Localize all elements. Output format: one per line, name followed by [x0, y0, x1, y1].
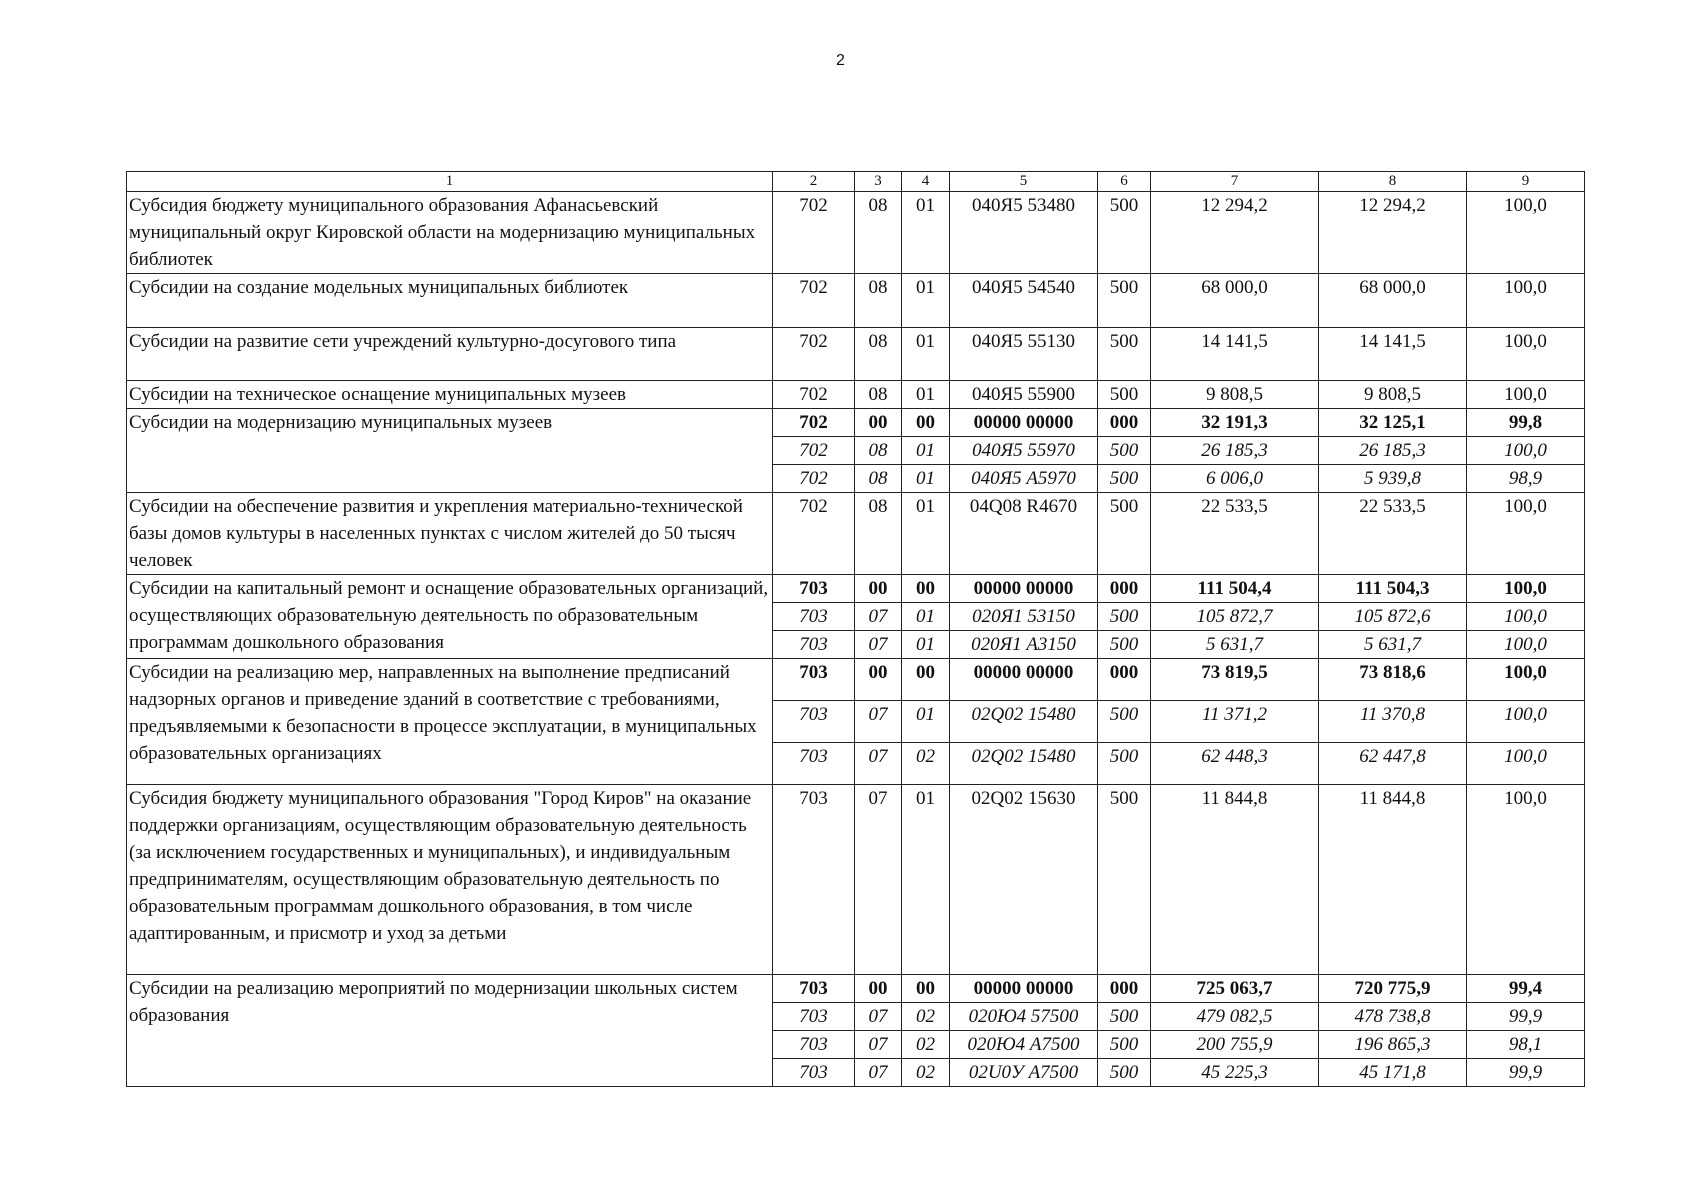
cell-actual: 26 185,3: [1319, 437, 1467, 465]
cell-section: 07: [855, 1003, 902, 1031]
cell-target-item: 040Я5 54540: [950, 274, 1098, 328]
cell-description: Субсидии на реализацию мер, направленных на выполнение предписаний надзорных органов и приведение зданий в соответствие с требованиями, предъявляемыми к безопасности в процессе эксплуатации, в муниципальных образовательных организациях: [127, 659, 773, 785]
cell-subsection-code: 01: [902, 192, 950, 274]
cell-target-item: 00000 00000: [950, 409, 1098, 437]
cell-expense-type: 500: [1098, 381, 1151, 409]
cell-plan: 11 844,8: [1151, 785, 1319, 975]
table-row: [127, 192, 1585, 274]
table-row: [127, 381, 1585, 409]
cell-description: Субсидии на реализацию мероприятий по модернизации школьных систем образования: [127, 975, 773, 1087]
cell-target-item: 02Q02 15480: [950, 701, 1098, 743]
cell-plan: 68 000,0: [1151, 274, 1319, 328]
cell-subsection: 703: [773, 1059, 855, 1087]
cell-description: Субсидии на обеспечение развития и укрепления материально-технической базы домов культуры в населенных пунктах с числом жителей до 50 тысяч человек: [127, 493, 773, 575]
cell-expense-type: 500: [1098, 465, 1151, 493]
cell-subsection: 702: [773, 465, 855, 493]
cell-actual: 12 294,2: [1319, 192, 1467, 274]
cell-subsection: 703: [773, 603, 855, 631]
table-row: [127, 659, 1585, 701]
cell-subsection: 703: [773, 785, 855, 975]
cell-actual: 11 844,8: [1319, 785, 1467, 975]
cell-target-item: 04Q08 R4670: [950, 493, 1098, 575]
cell-expense-type: 500: [1098, 493, 1151, 575]
cell-percent: 100,0: [1467, 192, 1585, 274]
cell-plan: 11 371,2: [1151, 701, 1319, 743]
cell-target-item: 00000 00000: [950, 659, 1098, 701]
cell-subsection: 702: [773, 381, 855, 409]
cell-plan: 62 448,3: [1151, 743, 1319, 785]
cell-plan: 6 006,0: [1151, 465, 1319, 493]
header-cell-col9: 9: [1467, 172, 1585, 192]
cell-percent: 100,0: [1467, 743, 1585, 785]
cell-plan: 45 225,3: [1151, 1059, 1319, 1087]
table-row: [127, 328, 1585, 381]
cell-target-item: 02U0У А7500: [950, 1059, 1098, 1087]
cell-expense-type: 500: [1098, 603, 1151, 631]
cell-target-item: 040Я5 55970: [950, 437, 1098, 465]
cell-subsection: 703: [773, 659, 855, 701]
cell-section: 08: [855, 493, 902, 575]
cell-subsection: 703: [773, 1003, 855, 1031]
table-row: [127, 493, 1585, 575]
cell-section: 08: [855, 192, 902, 274]
cell-expense-type: 000: [1098, 409, 1151, 437]
header-cell-col7: 7: [1151, 172, 1319, 192]
header-cell-col8: 8: [1319, 172, 1467, 192]
cell-target-item: 00000 00000: [950, 975, 1098, 1003]
cell-target-item: 020Ю4 57500: [950, 1003, 1098, 1031]
cell-subsection: 703: [773, 575, 855, 603]
cell-percent: 100,0: [1467, 603, 1585, 631]
cell-subsection-code: 00: [902, 659, 950, 701]
cell-actual: 105 872,6: [1319, 603, 1467, 631]
cell-expense-type: 000: [1098, 659, 1151, 701]
cell-target-item: 040Я5 А5970: [950, 465, 1098, 493]
cell-subsection-code: 01: [902, 603, 950, 631]
header-cell-col2: 2: [773, 172, 855, 192]
cell-actual: 73 818,6: [1319, 659, 1467, 701]
cell-target-item: 02Q02 15480: [950, 743, 1098, 785]
cell-percent: 98,9: [1467, 465, 1585, 493]
cell-section: 00: [855, 659, 902, 701]
cell-target-item: 02Q02 15630: [950, 785, 1098, 975]
cell-target-item: 020Ю4 А7500: [950, 1031, 1098, 1059]
cell-expense-type: 000: [1098, 575, 1151, 603]
cell-section: 08: [855, 465, 902, 493]
table-body: [127, 172, 1585, 1087]
cell-subsection: 702: [773, 192, 855, 274]
cell-section: 07: [855, 785, 902, 975]
cell-subsection: 702: [773, 274, 855, 328]
cell-percent: 99,4: [1467, 975, 1585, 1003]
cell-section: 08: [855, 274, 902, 328]
cell-subsection-code: 01: [902, 493, 950, 575]
header-cell-col6: 6: [1098, 172, 1151, 192]
cell-subsection-code: 02: [902, 1059, 950, 1087]
cell-subsection: 702: [773, 409, 855, 437]
cell-actual: 5 631,7: [1319, 631, 1467, 659]
cell-actual: 720 775,9: [1319, 975, 1467, 1003]
cell-subsection: 702: [773, 437, 855, 465]
cell-section: 07: [855, 603, 902, 631]
cell-expense-type: 500: [1098, 274, 1151, 328]
cell-subsection: 703: [773, 631, 855, 659]
cell-actual: 5 939,8: [1319, 465, 1467, 493]
cell-percent: 100,0: [1467, 381, 1585, 409]
cell-plan: 5 631,7: [1151, 631, 1319, 659]
cell-percent: 99,9: [1467, 1003, 1585, 1031]
cell-plan: 105 872,7: [1151, 603, 1319, 631]
cell-target-item: 040Я5 55130: [950, 328, 1098, 381]
cell-subsection-code: 01: [902, 701, 950, 743]
cell-section: 07: [855, 631, 902, 659]
cell-subsection-code: 01: [902, 381, 950, 409]
cell-expense-type: 500: [1098, 192, 1151, 274]
cell-subsection: 703: [773, 975, 855, 1003]
cell-expense-type: 500: [1098, 437, 1151, 465]
cell-description: Субсидия бюджету муниципального образования Афанасьевский муниципальный округ Кировской области на модернизацию муниципальных библиотек: [127, 192, 773, 274]
cell-expense-type: 000: [1098, 975, 1151, 1003]
cell-target-item: 040Я5 55900: [950, 381, 1098, 409]
header-row: [127, 172, 1585, 192]
cell-subsection-code: 01: [902, 437, 950, 465]
header-cell-col5: 5: [950, 172, 1098, 192]
cell-section: 00: [855, 575, 902, 603]
cell-description: Субсидии на модернизацию муниципальных музеев: [127, 409, 773, 493]
cell-actual: 11 370,8: [1319, 701, 1467, 743]
cell-subsection-code: 01: [902, 785, 950, 975]
cell-plan: 26 185,3: [1151, 437, 1319, 465]
cell-subsection-code: 02: [902, 743, 950, 785]
cell-description: Субсидии на капитальный ремонт и оснащение образовательных организаций, осуществляющих образовательную деятельность по образовательным программам дошкольного образования: [127, 575, 773, 659]
cell-actual: 22 533,5: [1319, 493, 1467, 575]
cell-plan: 9 808,5: [1151, 381, 1319, 409]
cell-section: 07: [855, 701, 902, 743]
cell-target-item: 00000 00000: [950, 575, 1098, 603]
cell-subsection-code: 02: [902, 1031, 950, 1059]
cell-percent: 98,1: [1467, 1031, 1585, 1059]
header-cell-col1: 1: [127, 172, 773, 192]
cell-percent: 100,0: [1467, 631, 1585, 659]
cell-actual: 478 738,8: [1319, 1003, 1467, 1031]
cell-percent: 100,0: [1467, 575, 1585, 603]
cell-percent: 99,8: [1467, 409, 1585, 437]
cell-section: 00: [855, 409, 902, 437]
cell-section: 08: [855, 328, 902, 381]
cell-plan: 479 082,5: [1151, 1003, 1319, 1031]
cell-plan: 111 504,4: [1151, 575, 1319, 603]
cell-percent: 99,9: [1467, 1059, 1585, 1087]
cell-expense-type: 500: [1098, 328, 1151, 381]
cell-target-item: 020Я1 53150: [950, 603, 1098, 631]
cell-plan: 14 141,5: [1151, 328, 1319, 381]
cell-actual: 45 171,8: [1319, 1059, 1467, 1087]
cell-plan: 73 819,5: [1151, 659, 1319, 701]
cell-percent: 100,0: [1467, 659, 1585, 701]
table-row: [127, 409, 1585, 437]
cell-expense-type: 500: [1098, 743, 1151, 785]
cell-percent: 100,0: [1467, 701, 1585, 743]
cell-expense-type: 500: [1098, 701, 1151, 743]
cell-subsection: 702: [773, 328, 855, 381]
cell-expense-type: 500: [1098, 1059, 1151, 1087]
cell-section: 07: [855, 743, 902, 785]
cell-percent: 100,0: [1467, 274, 1585, 328]
cell-section: 08: [855, 437, 902, 465]
page-number: 2: [836, 52, 845, 69]
table-row: [127, 785, 1585, 975]
cell-expense-type: 500: [1098, 1003, 1151, 1031]
cell-description: Субсидии на создание модельных муниципальных библиотек: [127, 274, 773, 328]
table-row: [127, 975, 1585, 1003]
cell-subsection-code: 02: [902, 1003, 950, 1031]
table-row: [127, 274, 1585, 328]
cell-subsection-code: 01: [902, 465, 950, 493]
cell-section: 07: [855, 1031, 902, 1059]
cell-actual: 68 000,0: [1319, 274, 1467, 328]
cell-subsection-code: 00: [902, 975, 950, 1003]
cell-section: 08: [855, 381, 902, 409]
table-row: [127, 575, 1585, 603]
cell-section: 07: [855, 1059, 902, 1087]
cell-target-item: 040Я5 53480: [950, 192, 1098, 274]
cell-subsection: 703: [773, 701, 855, 743]
cell-subsection-code: 00: [902, 575, 950, 603]
cell-subsection-code: 01: [902, 274, 950, 328]
budget-table: [126, 171, 1585, 1087]
cell-subsection: 703: [773, 743, 855, 785]
cell-description: Субсидии на развитие сети учреждений культурно-досугового типа: [127, 328, 773, 381]
cell-description: Субсидии на техническое оснащение муниципальных музеев: [127, 381, 773, 409]
cell-plan: 22 533,5: [1151, 493, 1319, 575]
cell-expense-type: 500: [1098, 631, 1151, 659]
cell-actual: 9 808,5: [1319, 381, 1467, 409]
cell-subsection-code: 00: [902, 409, 950, 437]
header-cell-col3: 3: [855, 172, 902, 192]
cell-subsection: 703: [773, 1031, 855, 1059]
cell-plan: 32 191,3: [1151, 409, 1319, 437]
cell-expense-type: 500: [1098, 785, 1151, 975]
cell-expense-type: 500: [1098, 1031, 1151, 1059]
cell-percent: 100,0: [1467, 493, 1585, 575]
cell-actual: 14 141,5: [1319, 328, 1467, 381]
cell-actual: 196 865,3: [1319, 1031, 1467, 1059]
cell-actual: 62 447,8: [1319, 743, 1467, 785]
cell-percent: 100,0: [1467, 785, 1585, 975]
cell-subsection-code: 01: [902, 631, 950, 659]
cell-section: 00: [855, 975, 902, 1003]
cell-percent: 100,0: [1467, 328, 1585, 381]
cell-percent: 100,0: [1467, 437, 1585, 465]
cell-plan: 12 294,2: [1151, 192, 1319, 274]
header-cell-col4: 4: [902, 172, 950, 192]
cell-target-item: 020Я1 А3150: [950, 631, 1098, 659]
cell-subsection: 702: [773, 493, 855, 575]
cell-plan: 725 063,7: [1151, 975, 1319, 1003]
cell-description: Субсидия бюджету муниципального образования "Город Киров" на оказание поддержки организациям, осуществляющим образовательную деятельность (за исключением государственных и муниципальных), и индивидуальным предпринимателям, осуществляющим образовательную деятельность по образовательным программам дошкольного образования, в том числе адаптированным, и присмотр и уход за детьми: [127, 785, 773, 975]
cell-actual: 32 125,1: [1319, 409, 1467, 437]
cell-actual: 111 504,3: [1319, 575, 1467, 603]
cell-plan: 200 755,9: [1151, 1031, 1319, 1059]
cell-subsection-code: 01: [902, 328, 950, 381]
